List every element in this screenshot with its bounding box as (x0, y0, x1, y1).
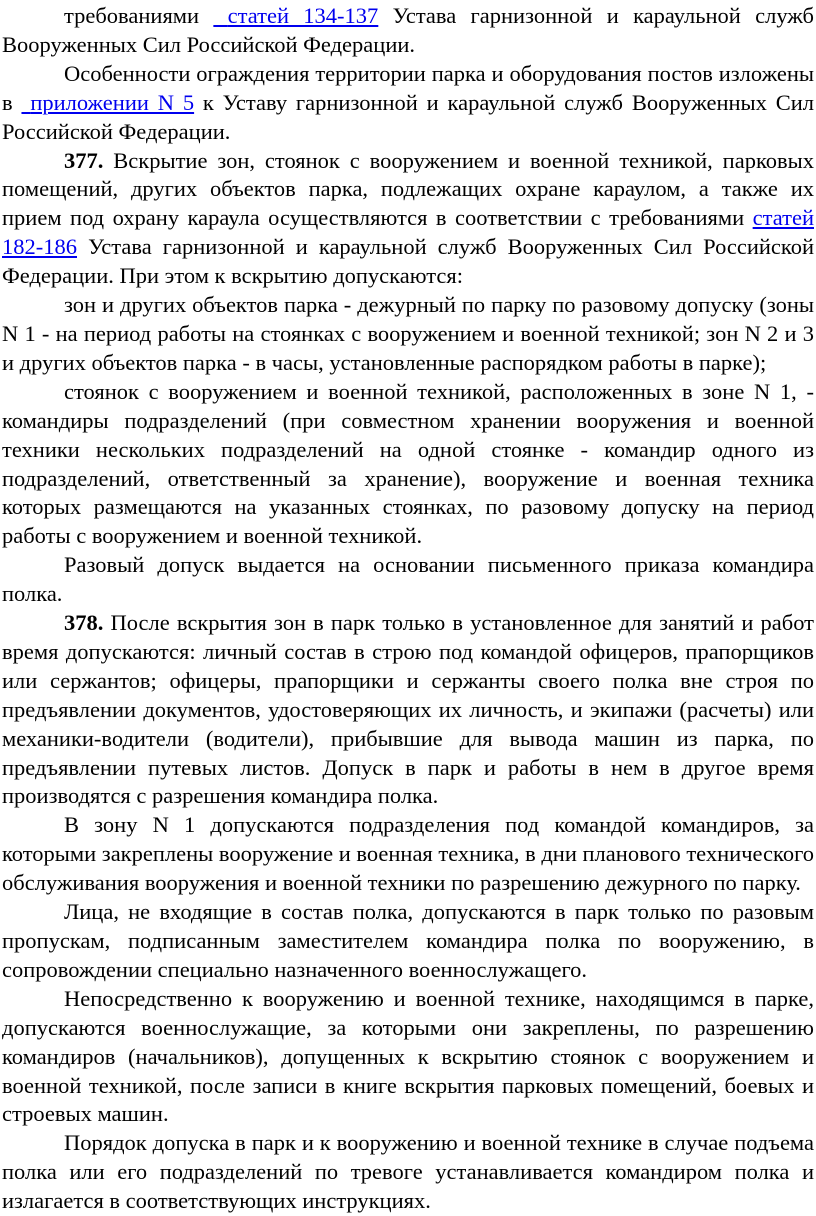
paragraph-zone-1-access: В зону N 1 допускаются подразделения под командой командиров, за которыми закреплены вооружение и военная техника, в дни планового технического обслуживания вооружения и военной техники по разрешению дежурного по парку. (2, 812, 814, 896)
link-label: статей 134-137 (227, 3, 379, 28)
paragraph-1-text-after: Устава гарнизонной и караульной служб Вооруженных Сил Российской Федерации. (2, 3, 814, 57)
link-articles-182-186[interactable]: статей 182-186 (2, 205, 814, 260)
paragraph-2-text-after: к Уставу гарнизонной и караульной служб Вооруженных Сил Российской Федерации. (2, 89, 815, 144)
paragraph-2 (2, 60, 814, 147)
paragraph-zones-access: зон и других объектов парка - дежурный по парку по разовому допуску (зоны N 1 - на период работы на стоянках с вооружением и военной техникой; зон N 2 и 3 и других объектов парка - в часы, установленные распорядком работы в парке); (2, 292, 814, 375)
paragraph-378-text: После вскрытия зон в парк только в установленное для занятий и работ время допускаются: личный состав в строю под командой офицеров, прапорщиков или сержантов; офицеры, прапорщики и сержанты своего полка вне строя по предъявлении документов, удостоверяющих их личность, и экипажи (расчеты) или механики-водители (водители), прибывшие для вывода машин из парка, по предъявлении путевых листов. Допуск в парк и работы в нем в другое время производятся с разрешения командира полка. (2, 610, 814, 809)
paragraph-377-text-after: Устава гарнизонной и караульной служб Вооруженных Сил Российской Федерации. При этом к вскрытию допускаются: (2, 234, 814, 289)
paragraph-alarm-procedure: Порядок допуска в парк и к вооружению и военной технике в случае подъема полка или его подразделений по тревоге устанавливается командиром полка и излагается в соответствующих инструкциях. (2, 1130, 814, 1214)
link-padding (21, 90, 30, 115)
paragraph-outsiders-access: Лица, не входящие в состав полка, допускаются в парк только по разовым пропускам, подписанным заместителем командира полка по вооружению, в сопровождении специально назначенного военнослужащего. (2, 899, 814, 982)
link-padding (213, 3, 227, 28)
link-appendix-5[interactable] (21, 90, 194, 115)
paragraph-377-text-before: Вскрытие зон, стоянок с вооружением и военной техникой, парковых помещений, других объектов парка, подлежащих охране караулом, а также их прием под охрану караула осуществляются в соответствии с требованиями (2, 147, 814, 231)
paragraph-1 (2, 2, 814, 60)
paragraph-2-text-before: Особенности ограждения территории парка и оборудования постов изложены в (2, 60, 814, 115)
article-number-377: 377. (64, 147, 104, 173)
article-number-378: 378. (64, 610, 104, 636)
paragraph-single-permit: Разовый допуск выдается на основании письменного приказа командира полка. (2, 552, 814, 607)
link-articles-134-137[interactable] (213, 3, 378, 28)
link-label: приложении N 5 (30, 89, 195, 115)
paragraph-378 (2, 609, 814, 811)
paragraph-1-text-before: требованиями (64, 3, 214, 28)
paragraph-parking-access: стоянок с вооружением и военной техникой, расположенных в зоне N 1, - командиры подразделений (при совместном хранении вооружения и военной техники нескольких подразделений на одной стоянке - командир одного из подразделений, ответственный за хранение), вооружение и военная техника которых размещаются на указанных стоянках, по разовому допуску на период работы с вооружением и военной техникой. (2, 378, 814, 549)
paragraph-377 (2, 147, 814, 292)
paragraph-equipment-access: Непосредственно к вооружению и военной технике, находящимся в парке, допускаются военнослужащие, за которыми они закреплены, по разрешению командиров (начальников), допущенных к вскрытию стоянок с вооружением и военной техникой, после записи в книге вскрытия парковых помещений, боевых и строевых машин. (2, 985, 814, 1127)
